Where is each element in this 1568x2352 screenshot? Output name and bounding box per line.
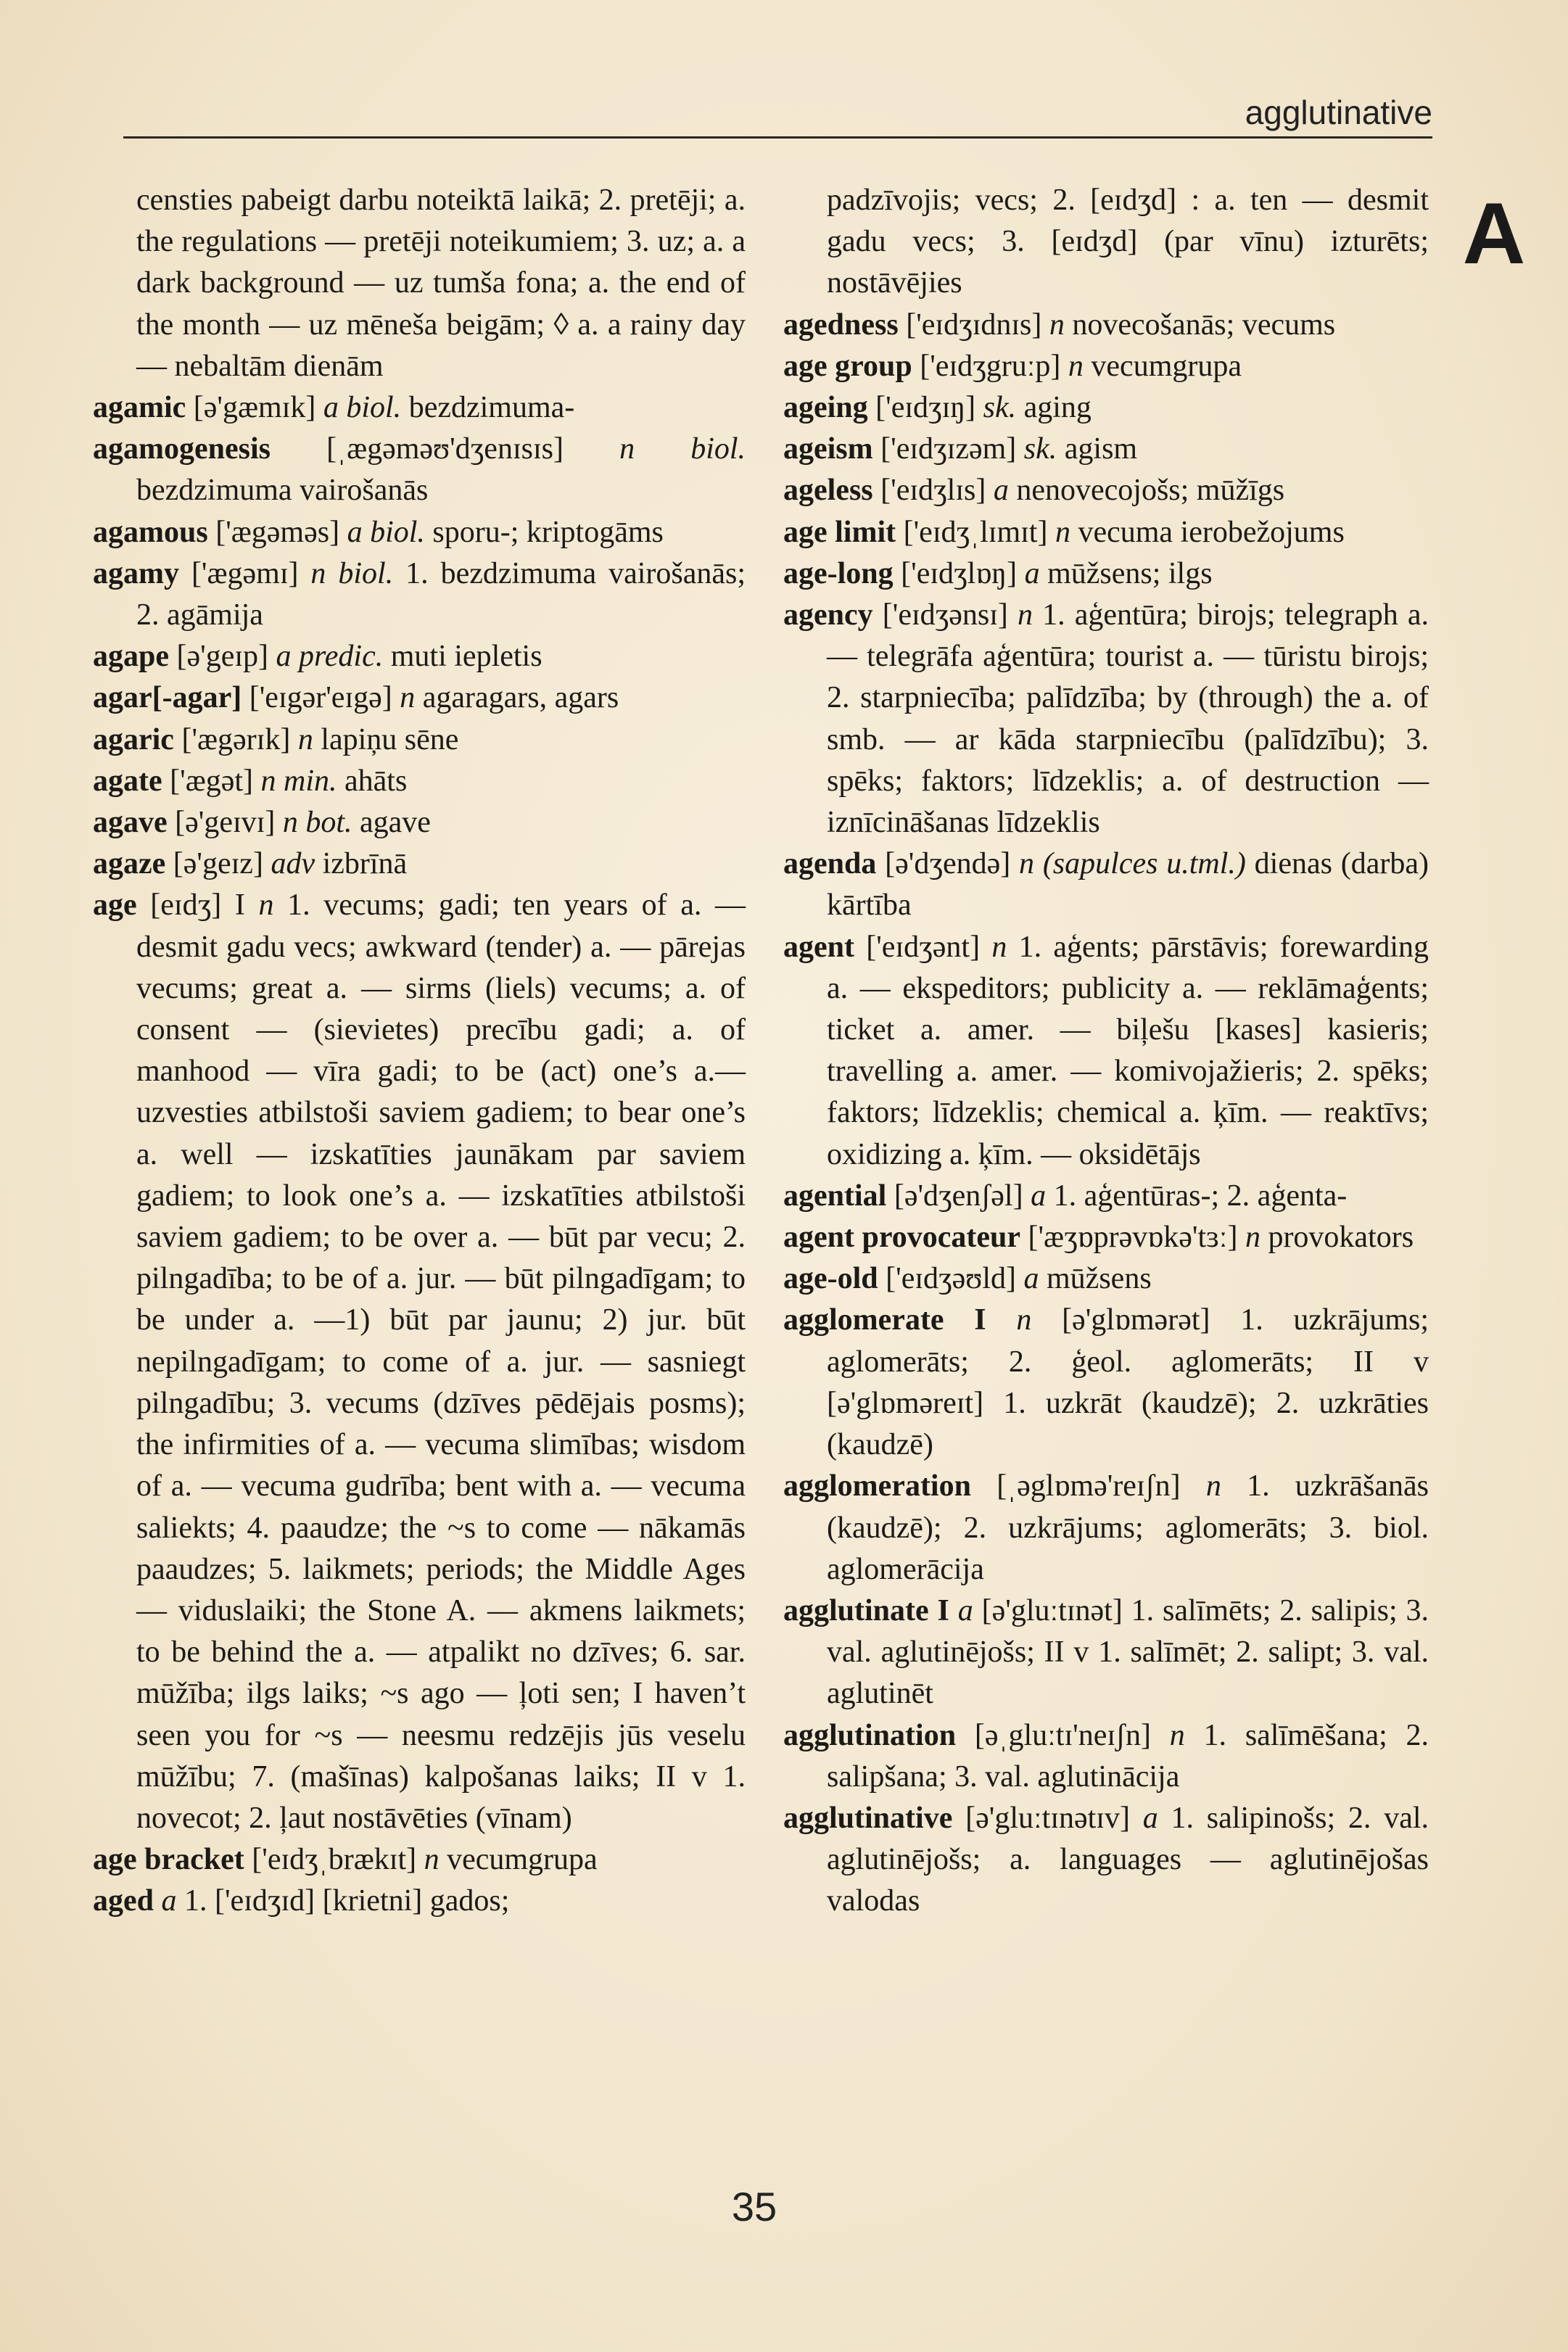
part-of-speech: n bbox=[282, 806, 298, 840]
definition-text: agism bbox=[1064, 432, 1138, 466]
pronunciation: ['eɪgər'eɪgə] bbox=[249, 681, 392, 715]
pronunciation: [ˌəglɒmə'reɪʃn] bbox=[996, 1469, 1181, 1503]
part-of-speech: n bbox=[1049, 308, 1065, 342]
part-of-speech: n bbox=[1019, 847, 1035, 881]
entry-continuation bbox=[93, 180, 746, 387]
dictionary-entry bbox=[783, 1590, 1429, 1715]
headword: agent provocateur bbox=[783, 1221, 1020, 1255]
definition-text: 1. aģentūra; birojs; telegraph a. — telegrāfa aģentūra; tourist a. — tūristu birojs; 2. starpniecība; palīdzība; by (through) the a. of smb. — ar kāda starpniecību (palīdzību); 3. spēks; faktors; līdzeklis; a. of destruction — iznīcināšanas līdzeklis bbox=[827, 598, 1429, 840]
definition-text: izbrīnā bbox=[322, 847, 408, 881]
pronunciation: ['eɪdʒˌbrækɪt] bbox=[252, 1843, 417, 1877]
dictionary-entry bbox=[783, 927, 1429, 1176]
usage-label: biol. bbox=[346, 391, 402, 425]
headword: aged bbox=[93, 1884, 154, 1918]
pronunciation: ['eɪdʒɪŋ] bbox=[875, 391, 976, 425]
usage-label: biol. bbox=[690, 432, 746, 466]
definition-text: provokators bbox=[1268, 1221, 1414, 1255]
pronunciation: ['eɪdʒˌlɪmɪt] bbox=[903, 515, 1048, 549]
pronunciation: [ˌægəməʊ'dʒenɪsɪs] bbox=[326, 432, 564, 466]
headword: age group bbox=[783, 349, 912, 383]
pronunciation: [ə'geɪz] bbox=[173, 847, 263, 881]
right-column bbox=[783, 180, 1429, 1923]
definition-text: mūžsens bbox=[1047, 1262, 1152, 1296]
dictionary-entry bbox=[93, 1839, 746, 1881]
pronunciation: ['æʒɒprəvɒkə'tɜː] bbox=[1028, 1221, 1238, 1255]
part-of-speech: n bbox=[260, 764, 276, 798]
dictionary-entry bbox=[93, 885, 746, 1839]
pronunciation: ['eɪdʒəʊld] bbox=[886, 1262, 1017, 1296]
headword: agglomerate I bbox=[783, 1303, 986, 1337]
headword: agamous bbox=[93, 515, 208, 549]
part-of-speech: n bbox=[1016, 1303, 1032, 1337]
dictionary-entry bbox=[783, 1258, 1429, 1300]
pronunciation: [ə'geɪvɪ] bbox=[175, 806, 276, 840]
page-number: 35 bbox=[731, 2184, 777, 2229]
headword: agave bbox=[93, 806, 168, 840]
pronunciation: [ə'dʒendə] bbox=[885, 847, 1011, 881]
part-of-speech: sk. bbox=[1023, 432, 1057, 466]
dictionary-entry bbox=[93, 677, 746, 719]
headword: agaze bbox=[93, 847, 166, 881]
part-of-speech: n bbox=[400, 681, 416, 715]
dictionary-entry bbox=[93, 719, 746, 761]
part-of-speech: n bbox=[991, 930, 1007, 964]
pronunciation: ['ægərɪk] bbox=[181, 722, 291, 756]
pronunciation: ['eɪdʒɪdnɪs] bbox=[906, 308, 1042, 342]
part-of-speech: n bbox=[297, 722, 313, 756]
part-of-speech: a bbox=[1142, 1801, 1158, 1835]
dictionary-entry bbox=[93, 387, 746, 429]
headword: agar[-agar] bbox=[93, 681, 242, 715]
headword: agamy bbox=[93, 556, 179, 590]
headword: ageless bbox=[783, 474, 873, 508]
dictionary-entry bbox=[783, 512, 1429, 553]
pronunciation: [ə'gluːtɪnətɪv] bbox=[965, 1801, 1130, 1835]
part-of-speech: a bbox=[323, 391, 339, 425]
part-of-speech: n bbox=[1205, 1469, 1221, 1503]
headword: agglomeration bbox=[783, 1469, 971, 1503]
headword: age-long bbox=[783, 556, 894, 590]
headword: agamogenesis bbox=[93, 432, 271, 466]
dictionary-entry bbox=[93, 1881, 746, 1922]
dictionary-entry bbox=[783, 1176, 1429, 1217]
dictionary-entry bbox=[783, 595, 1429, 843]
pronunciation: ['eɪdʒlɪs] bbox=[880, 474, 986, 508]
part-of-speech: n bbox=[424, 1843, 440, 1877]
entry-continuation bbox=[783, 180, 1429, 305]
dictionary-entry bbox=[783, 553, 1429, 595]
headword: agamic bbox=[93, 391, 186, 425]
definition-text: novecošanās; vecums bbox=[1072, 308, 1336, 342]
headword: agent bbox=[783, 930, 854, 964]
dictionary-entry bbox=[783, 1466, 1429, 1590]
definition-text: 1. aģents; pārstāvis; forewarding a. — ekspeditors; publicity a. — reklāmaģents; ticket a. amer. — biļešu [kases] kasieris; travelling a. amer. — komivojažieris; 2. spēks; faktors; līdzeklis; chemical a. ķīm. — reaktīvs; oxidizing a. ķīm. — oksidētājs bbox=[827, 930, 1429, 1171]
pronunciation: ['eɪdʒgruːp] bbox=[920, 349, 1061, 383]
definition-text: 1. ['eɪdʒɪd] [krietni] gados; bbox=[184, 1884, 510, 1918]
headword: agglutination bbox=[783, 1718, 957, 1752]
definition-text: 1. vecums; gadi; ten years of a. — desmit gadu vecs; awkward (tender) a. — pārejas vecums; great a. — sirms (liels) vecums; a. of consent — (sievietes) precību gadi; a. of manhood — vīra gadi; to be (act) one’s a.— uzvesties atbilstoši saviem gadiem; to bear one’s a. well — izskatīties jaunākam par saviem gadiem; to look one’s a. — izskatīties atbilstoši saviem gadiem; to be over a. — būt par vecu; 2. pilngadība; to be of a. jur. — būt pilngadīgam; to be under a. —1) būt par jaunu; 2) jur. būt nepilngadīgam; to come of a. jur. — sasniegt pilngadību; 3. vecums (dzīves pēdējais posms); the infirmities of a. — vecuma slimības; wisdom of a. — vecuma gudrība; bent with a. — vecuma saliekts; 4. paaudze; the ~s to come — nākamās paaudzes; 5. laikmets; periods; the Middle Ages — viduslaiki; the Stone A. — akmens laikmets; to be behind the a. — atpalikt no dzīves; 6. sar. mūžība; ilgs laiks; ~s ago — ļoti sen; I haven’t seen you for ~s — neesmu redzējis jūs veselu mūžību; 7. (mašīnas) kalpošanas laiks; II v 1. novecot; 2. ļaut nostāvēties (vīnam) bbox=[136, 888, 746, 1835]
definition-text: agaragars, agars bbox=[422, 681, 619, 715]
part-of-speech: a bbox=[957, 1593, 973, 1627]
dictionary-entry bbox=[93, 553, 746, 636]
dictionary-entry bbox=[783, 346, 1429, 387]
definition-text: [ə'glɒmərət] 1. uzkrājums; aglomerāts; 2. ģeol. aglomerāts; II v [ə'glɒməreɪt] 1. uzkrāt (kaudzē); 2. uzkrāties (kaudzē) bbox=[827, 1303, 1429, 1462]
dictionary-entry bbox=[783, 387, 1429, 429]
pronunciation: ['eɪdʒənt] bbox=[866, 930, 981, 964]
headword: agedness bbox=[783, 308, 899, 342]
part-of-speech: a bbox=[161, 1884, 177, 1918]
part-of-speech: n bbox=[1055, 515, 1070, 549]
definition-text: padzīvojis; vecs; 2. [eɪdʒd] : a. ten — desmit gadu vecs; 3. [eɪdʒd] (par vīnu) izturēts; nostāvējies bbox=[827, 183, 1429, 300]
left-column bbox=[93, 180, 746, 1923]
section-letter-tab: A bbox=[1462, 185, 1526, 282]
pronunciation: ['ægət] bbox=[170, 764, 254, 798]
dictionary-entry bbox=[783, 1217, 1429, 1258]
headword: agential bbox=[783, 1179, 887, 1213]
part-of-speech: a bbox=[1024, 556, 1040, 590]
part-of-speech: n bbox=[310, 556, 326, 590]
part-of-speech: n bbox=[619, 432, 635, 466]
headword: agaric bbox=[93, 722, 174, 756]
pronunciation: [ə'gæmɪk] bbox=[193, 391, 316, 425]
part-of-speech: n bbox=[1068, 349, 1084, 383]
headword: age limit bbox=[783, 515, 896, 549]
dictionary-entry bbox=[783, 429, 1429, 470]
usage-label: biol. bbox=[338, 556, 394, 590]
pronunciation: ['ægəmɪ] bbox=[191, 556, 299, 590]
definition-text: [ə'gluːtɪnət] 1. salīmēts; 2. salipis; 3. val. aglutinējošs; II v 1. salīmēt; 2. salipt; 3. val. aglutinēt bbox=[827, 1593, 1429, 1711]
definition-text: vecumgrupa bbox=[1091, 349, 1242, 383]
headword: ageing bbox=[783, 391, 868, 425]
dictionary-entry bbox=[93, 636, 746, 677]
dictionary-entry bbox=[783, 1300, 1429, 1466]
definition-text: ahāts bbox=[344, 764, 408, 798]
part-of-speech: a bbox=[993, 474, 1009, 508]
pronunciation: ['eɪdʒlɒŋ] bbox=[901, 556, 1018, 590]
pronunciation: [ə'geɪp] bbox=[176, 640, 268, 674]
dictionary-entry bbox=[783, 470, 1429, 511]
dictionary-entry bbox=[783, 1798, 1429, 1923]
definition-text: 1. salīmēšana; 2. salipšana; 3. val. aglutinācija bbox=[827, 1718, 1429, 1794]
pronunciation: ['ægəməs] bbox=[215, 515, 340, 549]
pronunciation: [eɪdʒ] I bbox=[150, 888, 245, 923]
definition-text: censties pabeigt darbu noteiktā laikā; 2. pretēji; a. the regulations — pretēji noteikumiem; 3. uz; a. a dark background — uz tumša fona; a. the end of the month — uz mēneša beigām; ◊ a. a rainy day — nebaltām dienām bbox=[136, 183, 746, 383]
pronunciation: [ə'dʒenʃəl] bbox=[894, 1179, 1023, 1213]
dictionary-entry bbox=[783, 1715, 1429, 1798]
part-of-speech: a predic. bbox=[276, 640, 384, 674]
headword: age bracket bbox=[93, 1843, 244, 1877]
usage-label: min. bbox=[284, 764, 337, 798]
headword: age-old bbox=[783, 1262, 878, 1296]
part-of-speech: a bbox=[1031, 1179, 1047, 1213]
definition-text: bezdzimuma vairošanās bbox=[136, 474, 429, 508]
dictionary-entry bbox=[93, 843, 746, 885]
headword: age bbox=[93, 888, 137, 923]
dictionary-entry bbox=[783, 843, 1429, 926]
dictionary-entry bbox=[783, 305, 1429, 346]
definition-text: sporu-; kriptogāms bbox=[432, 515, 664, 549]
headword: agate bbox=[93, 764, 162, 798]
definition-text: bezdzimuma- bbox=[408, 391, 575, 425]
headword: agency bbox=[783, 598, 873, 632]
part-of-speech: n bbox=[1018, 598, 1033, 632]
dictionary-entry bbox=[93, 761, 746, 802]
headword: agglutinative bbox=[783, 1801, 953, 1835]
part-of-speech: n bbox=[1169, 1718, 1185, 1752]
headword: agape bbox=[93, 640, 169, 674]
definition-text: 1. uzkrāšanās (kaudzē); 2. uzkrājums; aglomerāts; 3. biol. aglomerācija bbox=[827, 1469, 1429, 1586]
usage-label: biol. bbox=[370, 515, 425, 549]
part-of-speech: a bbox=[1023, 1262, 1039, 1296]
headword: agenda bbox=[783, 847, 877, 881]
part-of-speech: sk. bbox=[983, 391, 1017, 425]
usage-label: (sapulces u.tml.) bbox=[1042, 847, 1246, 881]
part-of-speech: adv bbox=[271, 847, 315, 881]
usage-label: bot. bbox=[305, 806, 352, 840]
definition-text: vecuma ierobežojums bbox=[1078, 515, 1345, 549]
definition-text: aging bbox=[1023, 391, 1092, 425]
definition-text: vecumgrupa bbox=[447, 1843, 598, 1877]
headword: agglutinate I bbox=[783, 1593, 949, 1627]
definition-text: 1. aģentūras-; 2. aģenta- bbox=[1053, 1179, 1348, 1213]
definition-text: 1. bezdzimuma vairošanās; 2. agāmija bbox=[136, 556, 746, 632]
dictionary-entry bbox=[93, 429, 746, 511]
dictionary-entry bbox=[93, 512, 746, 553]
definition-text: muti iepletis bbox=[390, 640, 542, 674]
running-head: agglutinative bbox=[1245, 94, 1432, 131]
definition-text: dienas (darba) kārtība bbox=[827, 847, 1429, 923]
definition-text: 1. salipinošs; 2. val. aglutinējošs; a. languages — aglutinējošas valodas bbox=[827, 1801, 1429, 1918]
part-of-speech: n bbox=[258, 888, 274, 923]
pronunciation: [əˌgluːtɪ'neɪʃn] bbox=[974, 1718, 1151, 1752]
pronunciation: ['eɪdʒənsɪ] bbox=[882, 598, 1008, 632]
headword: ageism bbox=[783, 432, 873, 466]
part-of-speech: n bbox=[1245, 1221, 1260, 1255]
part-of-speech: a bbox=[347, 515, 363, 549]
header-rule bbox=[123, 136, 1432, 139]
definition-text: nenovecojošs; mūžīgs bbox=[1016, 474, 1285, 508]
dictionary-entry bbox=[93, 802, 746, 843]
definition-text: agave bbox=[360, 806, 431, 840]
definition-text: lapiņu sēne bbox=[321, 722, 459, 756]
pronunciation: ['eɪdʒɪzəm] bbox=[880, 432, 1017, 466]
definition-text: mūžsens; ilgs bbox=[1047, 556, 1213, 590]
